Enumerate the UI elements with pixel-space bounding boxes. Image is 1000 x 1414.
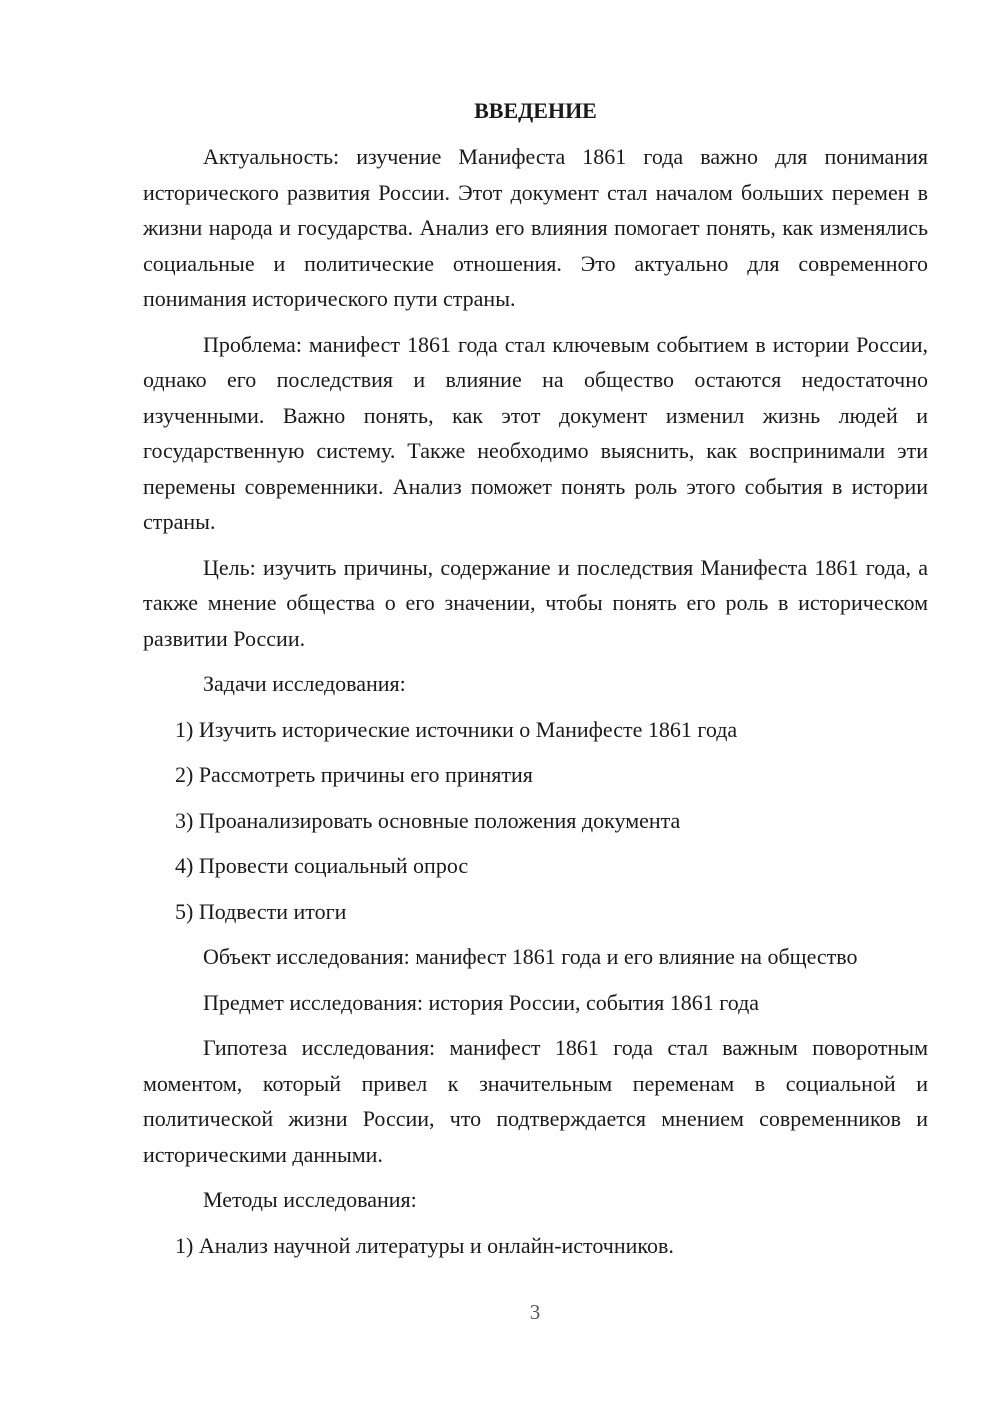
methods-title: Методы исследования: <box>203 1187 417 1212</box>
tasks-title: Задачи исследования: <box>203 671 406 696</box>
page-title: ВВЕДЕНИЕ <box>474 98 597 123</box>
page-number: 3 <box>529 1300 541 1324</box>
methods-list <box>143 1228 928 1264</box>
paragraph-hypothesis: Гипотеза исследования: манифест 1861 года стал важным поворотным моментом, который привел к значительным переменам в социальной и политической жизни России, что подтверждается мнением современников и историческими данными. <box>143 1035 928 1167</box>
paragraph-problem: Проблема: манифест 1861 года стал ключевым событием в истории России, однако его последствия и влияние на общество остаются недостаточно изученными. Важно понять, как этот документ изменил жизнь людей и государственную систему. Также необходимо выяснить, как воспринимали эти перемены современники. Анализ поможет понять роль этого события в истории страны. <box>143 331 928 534</box>
list-item: 4) Провести социальный опрос <box>175 853 469 878</box>
paragraph-object: Объект исследования: манифест 1861 года и его влияние на общество <box>203 944 858 969</box>
tasks-list <box>143 712 928 930</box>
list-item: 5) Подвести итоги <box>175 898 347 924</box>
document-page <box>143 93 928 1273</box>
list-item: 1) Анализ научной литературы и онлайн-источников. <box>175 1232 674 1258</box>
paragraph-goal: Цель: изучить причины, содержание и последствия Манифеста 1861 года, а также мнение общества о его значении, чтобы понять его роль в историческом развитии России. <box>143 554 928 651</box>
list-item: 3) Проанализировать основные положения документа <box>175 807 681 833</box>
list-item: 2) Рассмотреть причины его принятия <box>175 762 533 787</box>
paragraph-relevance: Актуальность: изучение Манифеста 1861 года важно для понимания исторического развития России. Этот документ стал началом больших перемен в жизни народа и государства. Анализ его влияния помогает понять, как изменялись социальные и политические отношения. Это актуально для современного понимания исторического пути страны. <box>143 144 928 311</box>
list-item: 1) Изучить исторические источники о Манифесте 1861 года <box>175 716 738 742</box>
paragraph-subject: Предмет исследования: история России, события 1861 года <box>203 989 760 1015</box>
